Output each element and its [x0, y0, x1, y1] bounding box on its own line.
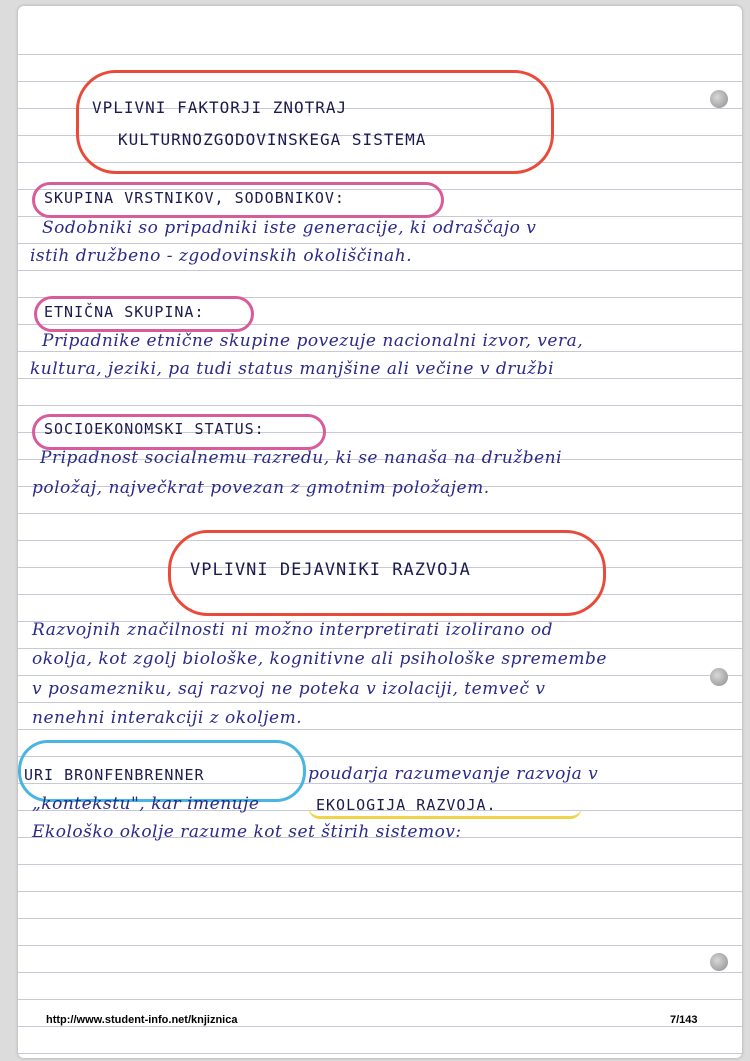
- binder-hole: [710, 90, 728, 108]
- notebook-page: [18, 6, 742, 1058]
- bronfenbrenner-line-2: „kontekstu", kar imenuje: [32, 794, 260, 814]
- section-title-peers: SKUPINA VRSTNIKOV, SODOBNIKOV:: [44, 189, 345, 207]
- page-number: 7/143: [670, 1014, 698, 1026]
- paragraph-line: nenehni interakciji z okoljem.: [32, 708, 303, 728]
- footer-url: http://www.student-info.net/knjiznica: [46, 1014, 238, 1026]
- ecology-term: EKOLOGIJA RAZVOJA.: [316, 796, 497, 814]
- section-text-line: istih družbeno - zgodovinskih okoliščinah.: [30, 246, 413, 266]
- binder-hole: [710, 953, 728, 971]
- heading-1-line-2: KULTURNOZGODOVINSKEGA SISTEMA: [118, 130, 427, 149]
- heading-2: VPLIVNI DEJAVNIKI RAZVOJA: [190, 560, 471, 580]
- section-text-line: Pripadnost socialnemu razredu, ki se nanaša na družbeni: [40, 448, 563, 468]
- section-title-socioeconomic: SOCIOEKONOMSKI STATUS:: [44, 420, 265, 438]
- section-text-line: Pripadnike etnične skupine povezuje nacionalni izvor, vera,: [42, 331, 584, 351]
- paragraph-line: okolja, kot zgolj biološke, kognitivne ali psihološke spremembe: [32, 649, 607, 669]
- bronfenbrenner-line-3: Ekološko okolje razume kot set štirih sistemov:: [32, 822, 462, 842]
- author-name: URI BRONFENBRENNER: [24, 766, 205, 784]
- section-text-line: Sodobniki so pripadniki iste generacije, ki odraščajo v: [42, 218, 537, 238]
- bronfenbrenner-line-1: poudarja razumevanje razvoja v: [308, 764, 599, 784]
- heading-1-line-1: VPLIVNI FAKTORJI ZNOTRAJ: [92, 98, 348, 117]
- section-text-line: položaj, največkrat povezan z gmotnim položajem.: [32, 478, 490, 498]
- heading-cloud-outline: [76, 70, 554, 174]
- binder-hole: [710, 668, 728, 686]
- section-title-ethnic: ETNIČNA SKUPINA:: [44, 303, 205, 321]
- paragraph-line: Razvojnih značilnosti ni možno interpretirati izolirano od: [32, 620, 553, 640]
- section-text-line: kultura, jeziki, pa tudi status manjšine ali večine v družbi: [30, 359, 555, 379]
- paragraph-line: v posamezniku, saj razvoj ne poteka v izolaciji, temveč v: [32, 679, 546, 699]
